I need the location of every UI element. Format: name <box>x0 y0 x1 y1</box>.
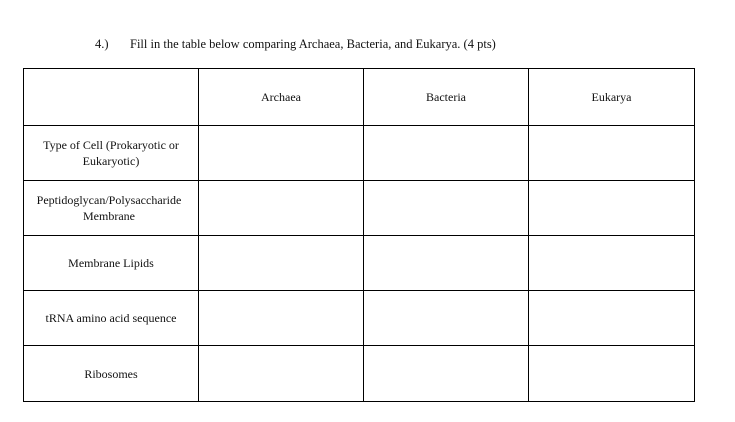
comparison-table <box>23 68 695 402</box>
question-text: Fill in the table below comparing Archaea, Bacteria, and Eukarya. (4 pts) <box>130 37 496 51</box>
answer-cell[interactable] <box>364 291 529 346</box>
table-row <box>24 236 695 291</box>
question-prompt <box>95 37 496 52</box>
row-label-trna: tRNA amino acid sequence <box>24 291 199 346</box>
column-header-archaea: Archaea <box>199 69 364 126</box>
answer-cell[interactable] <box>529 291 695 346</box>
row-label-membrane-lipids: Membrane Lipids <box>24 236 199 291</box>
corner-cell <box>24 69 199 126</box>
answer-cell[interactable] <box>364 181 529 236</box>
answer-cell[interactable] <box>529 236 695 291</box>
answer-cell[interactable] <box>364 236 529 291</box>
row-label-cell-type: Type of Cell (Prokaryotic or Eukaryotic) <box>24 126 199 181</box>
table-row <box>24 346 695 402</box>
row-label-ribosomes: Ribosomes <box>24 346 199 402</box>
answer-cell[interactable] <box>529 126 695 181</box>
answer-cell[interactable] <box>364 126 529 181</box>
answer-cell[interactable] <box>529 181 695 236</box>
answer-cell[interactable] <box>199 346 364 402</box>
column-header-eukarya: Eukarya <box>529 69 695 126</box>
answer-cell[interactable] <box>199 126 364 181</box>
column-header-bacteria: Bacteria <box>364 69 529 126</box>
table-row <box>24 291 695 346</box>
answer-cell[interactable] <box>199 291 364 346</box>
answer-cell[interactable] <box>199 236 364 291</box>
table-header-row <box>24 69 695 126</box>
row-label-peptidoglycan: Peptidoglycan/Polysaccharide Membrane <box>24 181 199 236</box>
table-row <box>24 126 695 181</box>
answer-cell[interactable] <box>199 181 364 236</box>
question-number: 4.) <box>95 37 109 51</box>
table-row <box>24 181 695 236</box>
answer-cell[interactable] <box>364 346 529 402</box>
answer-cell[interactable] <box>529 346 695 402</box>
